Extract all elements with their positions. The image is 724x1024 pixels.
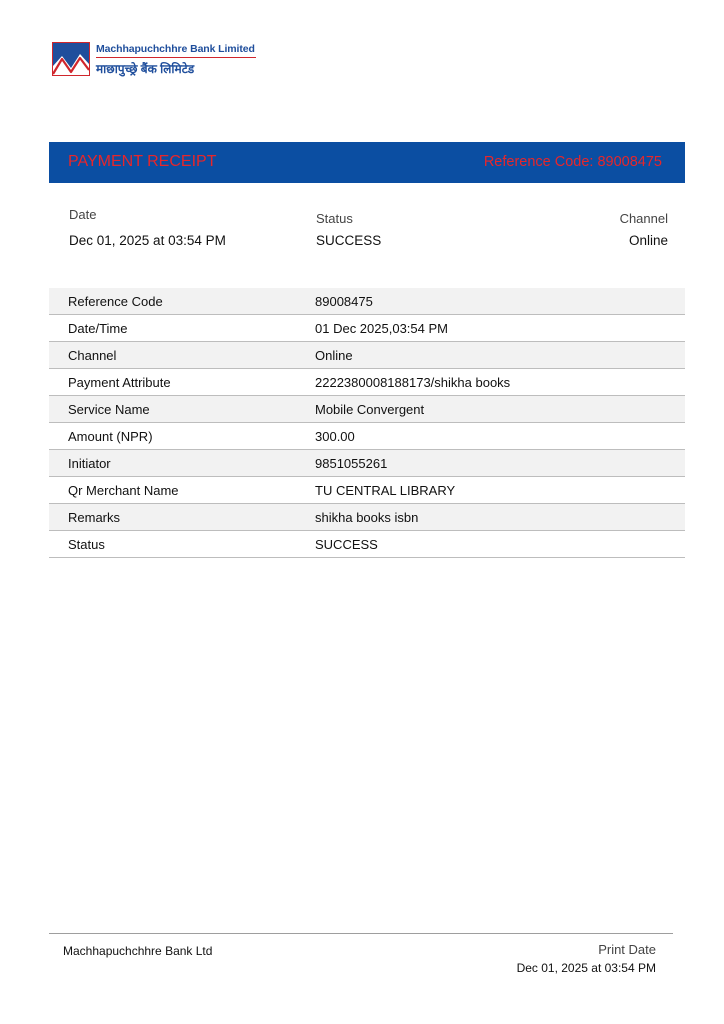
row-value: Online	[315, 348, 353, 363]
summary-status-value: SUCCESS	[316, 233, 382, 248]
row-label: Payment Attribute	[68, 375, 171, 390]
row-value: shikha books isbn	[315, 510, 419, 525]
row-label: Qr Merchant Name	[68, 483, 179, 498]
row-label: Service Name	[68, 402, 150, 417]
row-value: 01 Dec 2025,03:54 PM	[315, 321, 448, 336]
print-date-value: Dec 01, 2025 at 03:54 PM	[516, 961, 656, 975]
summary-channel-value: Online	[628, 233, 668, 248]
table-row	[49, 504, 685, 531]
bank-name-nepali: माछापुच्छ्रे बैंक लिमिटेड	[96, 62, 195, 76]
row-label: Reference Code	[68, 294, 163, 309]
row-label: Remarks	[68, 510, 121, 525]
summary-date-label: Date	[69, 207, 97, 222]
mountain-logo-icon	[52, 42, 90, 76]
table-row	[49, 477, 685, 504]
row-value: TU CENTRAL LIBRARY	[315, 483, 456, 498]
table-row	[49, 423, 685, 450]
table-row	[49, 450, 685, 477]
footer-divider	[49, 933, 673, 934]
table-row	[49, 396, 685, 423]
receipt-header-banner	[49, 142, 685, 183]
reference-code-header: Reference Code: 89008475	[483, 154, 662, 170]
payment-details-table	[49, 288, 685, 558]
receipt-title: PAYMENT RECEIPT	[68, 153, 217, 170]
row-label: Initiator	[68, 456, 111, 471]
row-value: Mobile Convergent	[315, 402, 425, 417]
row-label: Amount (NPR)	[68, 429, 153, 444]
row-value: SUCCESS	[315, 537, 378, 552]
row-value: 9851055261	[315, 456, 388, 471]
table-row	[49, 342, 685, 369]
bank-logo	[52, 42, 262, 78]
footer-bank-name: Machhapuchchhre Bank Ltd	[63, 944, 213, 958]
row-label: Status	[68, 537, 105, 552]
summary-channel-label: Channel	[619, 211, 668, 226]
table-row	[49, 369, 685, 396]
row-label: Channel	[68, 348, 117, 363]
row-value: 89008475	[315, 294, 373, 309]
table-row	[49, 288, 685, 315]
bank-name-english: Machhapuchchhre Bank Limited	[96, 43, 255, 55]
summary-date-value: Dec 01, 2025 at 03:54 PM	[69, 233, 226, 248]
summary-status-label: Status	[316, 211, 353, 226]
table-row	[49, 531, 685, 558]
logo-divider	[96, 57, 256, 58]
row-value: 2222380008188173/shikha books	[315, 375, 511, 390]
table-row	[49, 315, 685, 342]
row-label: Date/Time	[68, 321, 128, 336]
row-value: 300.00	[315, 429, 355, 444]
print-date-label: Print Date	[598, 942, 656, 957]
